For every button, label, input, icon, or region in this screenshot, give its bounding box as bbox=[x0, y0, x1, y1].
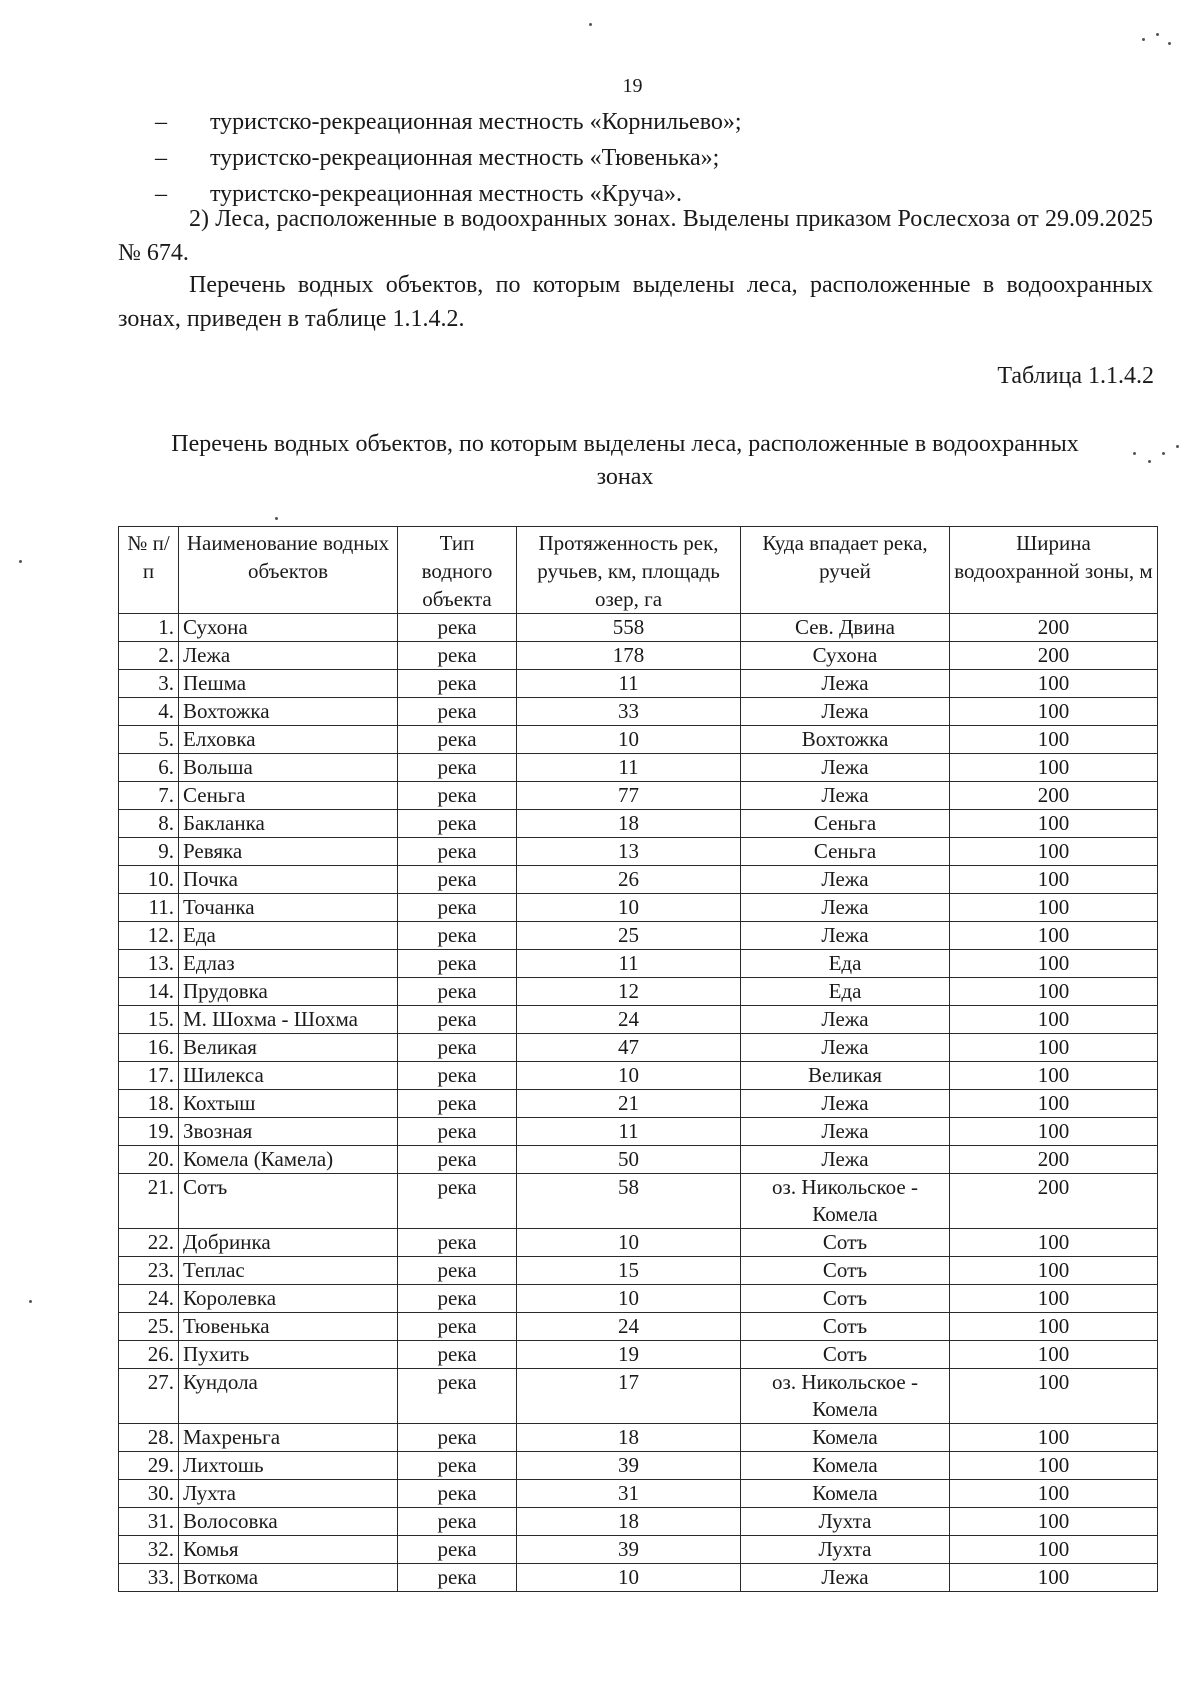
cell-zone-width: 100 bbox=[950, 1313, 1158, 1341]
header-number: № п/п bbox=[119, 527, 179, 614]
cell-length: 24 bbox=[517, 1313, 741, 1341]
cell-length: 10 bbox=[517, 1285, 741, 1313]
cell-destination: Лежа bbox=[741, 1564, 950, 1592]
cell-number: 25. bbox=[119, 1313, 179, 1341]
cell-name: Сеньга bbox=[179, 782, 398, 810]
cell-type: река bbox=[398, 1118, 517, 1146]
table-row bbox=[119, 1480, 1158, 1508]
cell-name: Кундола bbox=[179, 1369, 398, 1424]
cell-zone-width: 100 bbox=[950, 810, 1158, 838]
scan-speck bbox=[275, 517, 278, 520]
scan-speck bbox=[19, 560, 22, 563]
scan-speck bbox=[29, 1300, 32, 1303]
cell-type: река bbox=[398, 1313, 517, 1341]
table-header-row bbox=[119, 527, 1158, 614]
cell-length: 21 bbox=[517, 1090, 741, 1118]
cell-name: Комела (Камела) bbox=[179, 1146, 398, 1174]
cell-length: 11 bbox=[517, 670, 741, 698]
cell-number: 19. bbox=[119, 1118, 179, 1146]
cell-zone-width: 200 bbox=[950, 782, 1158, 810]
cell-destination: Лежа bbox=[741, 866, 950, 894]
bullet-dash: – bbox=[155, 109, 167, 135]
cell-zone-width: 100 bbox=[950, 950, 1158, 978]
cell-name: Прудовка bbox=[179, 978, 398, 1006]
table-row bbox=[119, 1146, 1158, 1174]
table-row bbox=[119, 1034, 1158, 1062]
cell-name: Теплас bbox=[179, 1257, 398, 1285]
cell-length: 10 bbox=[517, 1229, 741, 1257]
cell-number: 24. bbox=[119, 1285, 179, 1313]
cell-number: 2. bbox=[119, 642, 179, 670]
cell-length: 11 bbox=[517, 950, 741, 978]
cell-destination: Лухта bbox=[741, 1536, 950, 1564]
cell-destination: Лежа bbox=[741, 698, 950, 726]
cell-type: река bbox=[398, 726, 517, 754]
cell-destination: Сухона bbox=[741, 642, 950, 670]
cell-destination: Лежа bbox=[741, 1006, 950, 1034]
cell-type: река bbox=[398, 866, 517, 894]
cell-number: 13. bbox=[119, 950, 179, 978]
table-row bbox=[119, 1285, 1158, 1313]
cell-number: 10. bbox=[119, 866, 179, 894]
cell-type: река bbox=[398, 1062, 517, 1090]
cell-name: Звозная bbox=[179, 1118, 398, 1146]
cell-name: М. Шохма - Шохма bbox=[179, 1006, 398, 1034]
table-row bbox=[119, 838, 1158, 866]
cell-type: река bbox=[398, 698, 517, 726]
cell-zone-width: 100 bbox=[950, 866, 1158, 894]
cell-destination: Лежа bbox=[741, 782, 950, 810]
table-row bbox=[119, 1257, 1158, 1285]
cell-zone-width: 100 bbox=[950, 1480, 1158, 1508]
cell-destination: Сотъ bbox=[741, 1229, 950, 1257]
cell-length: 24 bbox=[517, 1006, 741, 1034]
table-row bbox=[119, 810, 1158, 838]
cell-number: 5. bbox=[119, 726, 179, 754]
cell-destination: Сотъ bbox=[741, 1341, 950, 1369]
cell-length: 19 bbox=[517, 1341, 741, 1369]
cell-destination: Сев. Двина bbox=[741, 614, 950, 642]
cell-zone-width: 100 bbox=[950, 1090, 1158, 1118]
cell-type: река bbox=[398, 950, 517, 978]
cell-type: река bbox=[398, 754, 517, 782]
table-row bbox=[119, 698, 1158, 726]
cell-destination: Сеньга bbox=[741, 810, 950, 838]
cell-zone-width: 100 bbox=[950, 1285, 1158, 1313]
cell-number: 22. bbox=[119, 1229, 179, 1257]
cell-name: Лухта bbox=[179, 1480, 398, 1508]
cell-length: 12 bbox=[517, 978, 741, 1006]
table-row bbox=[119, 782, 1158, 810]
cell-number: 4. bbox=[119, 698, 179, 726]
table-row bbox=[119, 754, 1158, 782]
cell-name: Великая bbox=[179, 1034, 398, 1062]
cell-type: река bbox=[398, 614, 517, 642]
list-item-text: туристско-рекреационная местность «Тювенька»; bbox=[210, 145, 720, 171]
cell-destination: Лежа bbox=[741, 1090, 950, 1118]
cell-number: 26. bbox=[119, 1341, 179, 1369]
table-row bbox=[119, 950, 1158, 978]
cell-type: река bbox=[398, 1090, 517, 1118]
cell-type: река bbox=[398, 838, 517, 866]
table-row bbox=[119, 726, 1158, 754]
cell-length: 18 bbox=[517, 1424, 741, 1452]
cell-zone-width: 200 bbox=[950, 614, 1158, 642]
scan-speck bbox=[1156, 33, 1159, 36]
cell-destination: Великая bbox=[741, 1062, 950, 1090]
cell-number: 30. bbox=[119, 1480, 179, 1508]
cell-length: 31 bbox=[517, 1480, 741, 1508]
scan-speck bbox=[1176, 445, 1179, 448]
cell-destination: Лежа bbox=[741, 922, 950, 950]
header-name: Наименование водных объектов bbox=[179, 527, 398, 614]
cell-type: река bbox=[398, 922, 517, 950]
cell-length: 15 bbox=[517, 1257, 741, 1285]
table-row bbox=[119, 1564, 1158, 1592]
cell-length: 558 bbox=[517, 614, 741, 642]
list-item-text: туристско-рекреационная местность «Корнильево»; bbox=[210, 109, 742, 135]
cell-length: 10 bbox=[517, 894, 741, 922]
table-row bbox=[119, 1229, 1158, 1257]
cell-zone-width: 100 bbox=[950, 838, 1158, 866]
cell-number: 18. bbox=[119, 1090, 179, 1118]
cell-name: Шилекса bbox=[179, 1062, 398, 1090]
cell-number: 28. bbox=[119, 1424, 179, 1452]
cell-length: 26 bbox=[517, 866, 741, 894]
cell-name: Лихтошь bbox=[179, 1452, 398, 1480]
cell-destination: Сотъ bbox=[741, 1257, 950, 1285]
table-row bbox=[119, 894, 1158, 922]
cell-type: река bbox=[398, 1229, 517, 1257]
cell-type: река bbox=[398, 1508, 517, 1536]
cell-type: река bbox=[398, 810, 517, 838]
cell-name: Сухона bbox=[179, 614, 398, 642]
list-item bbox=[155, 140, 742, 176]
cell-number: 1. bbox=[119, 614, 179, 642]
table-number: Таблица 1.1.4.2 bbox=[997, 363, 1154, 389]
cell-name: Вохтожка bbox=[179, 698, 398, 726]
cell-destination: Лухта bbox=[741, 1508, 950, 1536]
cell-type: река bbox=[398, 1564, 517, 1592]
cell-zone-width: 100 bbox=[950, 726, 1158, 754]
cell-zone-width: 100 bbox=[950, 1062, 1158, 1090]
cell-length: 17 bbox=[517, 1369, 741, 1424]
cell-number: 31. bbox=[119, 1508, 179, 1536]
cell-destination: Еда bbox=[741, 950, 950, 978]
cell-destination: оз. Никольское - Комела bbox=[741, 1369, 950, 1424]
cell-name: Вольша bbox=[179, 754, 398, 782]
cell-type: река bbox=[398, 670, 517, 698]
page-number: 19 bbox=[622, 75, 643, 97]
cell-length: 58 bbox=[517, 1174, 741, 1229]
scan-speck bbox=[1133, 452, 1136, 455]
cell-length: 10 bbox=[517, 726, 741, 754]
cell-name: Тювенька bbox=[179, 1313, 398, 1341]
cell-destination: Лежа bbox=[741, 754, 950, 782]
cell-number: 9. bbox=[119, 838, 179, 866]
cell-name: Едлаз bbox=[179, 950, 398, 978]
cell-destination: Лежа bbox=[741, 1118, 950, 1146]
cell-number: 8. bbox=[119, 810, 179, 838]
cell-name: Ревяка bbox=[179, 838, 398, 866]
header-destination: Куда впадает река, ручей bbox=[741, 527, 950, 614]
cell-length: 18 bbox=[517, 1508, 741, 1536]
bullet-dash: – bbox=[155, 181, 167, 207]
cell-number: 27. bbox=[119, 1369, 179, 1424]
cell-name: Почка bbox=[179, 866, 398, 894]
cell-length: 47 bbox=[517, 1034, 741, 1062]
table-row bbox=[119, 1341, 1158, 1369]
cell-zone-width: 100 bbox=[950, 1034, 1158, 1062]
cell-name: Бакланка bbox=[179, 810, 398, 838]
cell-name: Точанка bbox=[179, 894, 398, 922]
cell-number: 7. bbox=[119, 782, 179, 810]
cell-zone-width: 100 bbox=[950, 1369, 1158, 1424]
cell-number: 21. bbox=[119, 1174, 179, 1229]
cell-destination: Лежа bbox=[741, 670, 950, 698]
cell-number: 20. bbox=[119, 1146, 179, 1174]
cell-length: 10 bbox=[517, 1062, 741, 1090]
table-row bbox=[119, 922, 1158, 950]
table-row bbox=[119, 1118, 1158, 1146]
header-length: Протяженность рек, ручьев, км, площадь озер, га bbox=[517, 527, 741, 614]
cell-destination: Комела bbox=[741, 1424, 950, 1452]
table-row bbox=[119, 1452, 1158, 1480]
cell-number: 17. bbox=[119, 1062, 179, 1090]
cell-name: Добринка bbox=[179, 1229, 398, 1257]
table-row bbox=[119, 1313, 1158, 1341]
cell-zone-width: 100 bbox=[950, 978, 1158, 1006]
table-row bbox=[119, 1536, 1158, 1564]
cell-number: 14. bbox=[119, 978, 179, 1006]
cell-zone-width: 100 bbox=[950, 670, 1158, 698]
cell-type: река bbox=[398, 1341, 517, 1369]
cell-name: Сотъ bbox=[179, 1174, 398, 1229]
cell-number: 16. bbox=[119, 1034, 179, 1062]
paragraph-water-protection-forests: 2) Леса, расположенные в водоохранных зонах. Выделены приказом Рослесхоза от 29.09.2025 № 674. bbox=[118, 206, 1153, 266]
header-type: Тип водного объекта bbox=[398, 527, 517, 614]
cell-zone-width: 200 bbox=[950, 1174, 1158, 1229]
cell-zone-width: 100 bbox=[950, 1536, 1158, 1564]
cell-type: река bbox=[398, 1480, 517, 1508]
cell-zone-width: 100 bbox=[950, 1424, 1158, 1452]
table-title: Перечень водных объектов, по которым выделены леса, расположенные в водоохранных зонах bbox=[171, 431, 1079, 490]
cell-length: 77 bbox=[517, 782, 741, 810]
cell-length: 13 bbox=[517, 838, 741, 866]
cell-length: 10 bbox=[517, 1564, 741, 1592]
cell-zone-width: 100 bbox=[950, 698, 1158, 726]
cell-name: Елховка bbox=[179, 726, 398, 754]
cell-type: река bbox=[398, 1424, 517, 1452]
header-zone-width: Ширина водоохранной зоны, м bbox=[950, 527, 1158, 614]
cell-name: Пешма bbox=[179, 670, 398, 698]
cell-length: 50 bbox=[517, 1146, 741, 1174]
cell-name: Волосовка bbox=[179, 1508, 398, 1536]
scan-speck bbox=[1148, 460, 1151, 463]
cell-number: 12. bbox=[119, 922, 179, 950]
cell-destination: Лежа bbox=[741, 1146, 950, 1174]
cell-type: река bbox=[398, 1452, 517, 1480]
cell-number: 23. bbox=[119, 1257, 179, 1285]
cell-type: река bbox=[398, 978, 517, 1006]
cell-zone-width: 100 bbox=[950, 754, 1158, 782]
cell-type: река bbox=[398, 642, 517, 670]
scan-speck bbox=[1168, 42, 1171, 45]
cell-length: 39 bbox=[517, 1452, 741, 1480]
water-objects-table bbox=[118, 526, 1158, 1592]
cell-type: река bbox=[398, 894, 517, 922]
paragraph-table-reference: Перечень водных объектов, по которым выделены леса, расположенные в водоохранных зонах, приведен в таблице 1.1.4.2. bbox=[118, 272, 1153, 332]
list-item bbox=[155, 104, 742, 140]
cell-name: Махреньга bbox=[179, 1424, 398, 1452]
table-row bbox=[119, 1090, 1158, 1118]
table-row bbox=[119, 978, 1158, 1006]
cell-destination: оз. Никольское - Комела bbox=[741, 1174, 950, 1229]
cell-number: 11. bbox=[119, 894, 179, 922]
cell-number: 33. bbox=[119, 1564, 179, 1592]
bullet-dash: – bbox=[155, 145, 167, 171]
cell-zone-width: 100 bbox=[950, 1257, 1158, 1285]
cell-type: река bbox=[398, 1034, 517, 1062]
cell-name: Кохтыш bbox=[179, 1090, 398, 1118]
table-row bbox=[119, 1062, 1158, 1090]
table-row bbox=[119, 1006, 1158, 1034]
cell-type: река bbox=[398, 1257, 517, 1285]
cell-name: Королевка bbox=[179, 1285, 398, 1313]
table-row bbox=[119, 1508, 1158, 1536]
cell-length: 25 bbox=[517, 922, 741, 950]
bullet-list bbox=[155, 104, 742, 212]
cell-zone-width: 100 bbox=[950, 1341, 1158, 1369]
cell-destination: Лежа bbox=[741, 1034, 950, 1062]
cell-number: 3. bbox=[119, 670, 179, 698]
cell-number: 6. bbox=[119, 754, 179, 782]
cell-length: 39 bbox=[517, 1536, 741, 1564]
cell-name: Комья bbox=[179, 1536, 398, 1564]
table-row bbox=[119, 1174, 1158, 1229]
cell-destination: Сотъ bbox=[741, 1285, 950, 1313]
cell-name: Пухить bbox=[179, 1341, 398, 1369]
cell-zone-width: 200 bbox=[950, 1146, 1158, 1174]
cell-destination: Сотъ bbox=[741, 1313, 950, 1341]
cell-zone-width: 100 bbox=[950, 1564, 1158, 1592]
cell-name: Лежа bbox=[179, 642, 398, 670]
table-row bbox=[119, 642, 1158, 670]
cell-type: река bbox=[398, 1536, 517, 1564]
cell-length: 11 bbox=[517, 1118, 741, 1146]
table-row bbox=[119, 614, 1158, 642]
cell-name: Еда bbox=[179, 922, 398, 950]
cell-type: река bbox=[398, 1369, 517, 1424]
cell-name: Воткома bbox=[179, 1564, 398, 1592]
cell-type: река bbox=[398, 1174, 517, 1229]
cell-length: 11 bbox=[517, 754, 741, 782]
cell-zone-width: 100 bbox=[950, 1118, 1158, 1146]
scan-speck bbox=[589, 23, 592, 26]
cell-length: 178 bbox=[517, 642, 741, 670]
list-item-text: туристско-рекреационная местность «Круча». bbox=[210, 181, 683, 207]
cell-zone-width: 100 bbox=[950, 894, 1158, 922]
table-row bbox=[119, 866, 1158, 894]
cell-zone-width: 100 bbox=[950, 922, 1158, 950]
cell-number: 29. bbox=[119, 1452, 179, 1480]
cell-type: река bbox=[398, 1006, 517, 1034]
cell-destination: Сеньга bbox=[741, 838, 950, 866]
cell-type: река bbox=[398, 1285, 517, 1313]
cell-number: 32. bbox=[119, 1536, 179, 1564]
table-row bbox=[119, 1424, 1158, 1452]
scan-speck bbox=[1162, 452, 1165, 455]
cell-number: 15. bbox=[119, 1006, 179, 1034]
cell-destination: Комела bbox=[741, 1452, 950, 1480]
cell-length: 33 bbox=[517, 698, 741, 726]
cell-type: река bbox=[398, 1146, 517, 1174]
table-body bbox=[119, 614, 1158, 1592]
scan-speck bbox=[1142, 38, 1145, 41]
cell-length: 18 bbox=[517, 810, 741, 838]
table-row bbox=[119, 670, 1158, 698]
table-row bbox=[119, 1369, 1158, 1424]
cell-zone-width: 100 bbox=[950, 1229, 1158, 1257]
cell-destination: Вохтожка bbox=[741, 726, 950, 754]
cell-zone-width: 200 bbox=[950, 642, 1158, 670]
cell-zone-width: 100 bbox=[950, 1006, 1158, 1034]
cell-type: река bbox=[398, 782, 517, 810]
cell-destination: Комела bbox=[741, 1480, 950, 1508]
cell-destination: Еда bbox=[741, 978, 950, 1006]
cell-zone-width: 100 bbox=[950, 1452, 1158, 1480]
cell-destination: Лежа bbox=[741, 894, 950, 922]
cell-zone-width: 100 bbox=[950, 1508, 1158, 1536]
